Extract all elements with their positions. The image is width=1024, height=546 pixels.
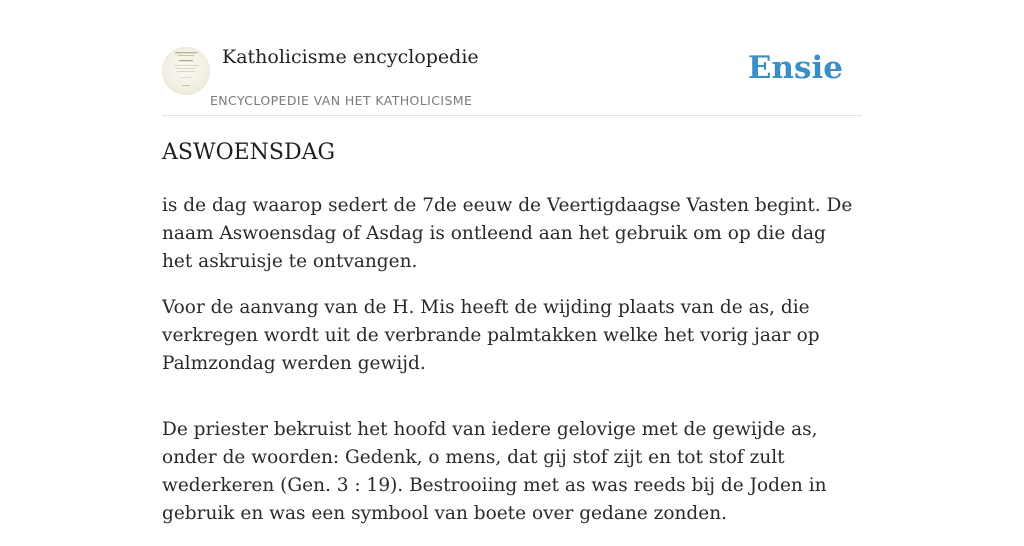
book-cover-icon[interactable] [162, 47, 210, 95]
article-paragraph: De priester bekruist het hoofd van iedere gelovige met de gewijde as, onder de woorden: Gedenk, o mens, dat gij stof zijt en tot stof zult wederkeren (Gen. 3 : 19). Bestrooiing met as was reeds bij de Joden in gebruik en was een symbool van boete over gedane zonden. [162, 419, 827, 524]
site-title[interactable]: Katholicisme encyclopedie [222, 46, 479, 68]
article-title: ASWOENSDAG [162, 140, 336, 165]
site-header [162, 0, 862, 116]
content-column [162, 0, 862, 524]
site-subtitle: ENCYCLOPEDIE VAN HET KATHOLICISME [210, 93, 473, 108]
ensie-logo-link[interactable]: Ensie [747, 50, 843, 86]
article-paragraph: is de dag waarop sedert de 7de eeuw de Veertigdaagse Vasten begint. De naam Aswoensdag of Asdag is ontleend aan het gebruik om op die dag het askruisje te ontvangen. [162, 195, 853, 272]
article-body [162, 192, 862, 546]
article-paragraph: Voor de aanvang van de H. Mis heeft de wijding plaats van de as, die verkregen wordt uit de verbrande palmtakken welke het vorig jaar op Palmzondag werden gewijd. [162, 297, 820, 374]
